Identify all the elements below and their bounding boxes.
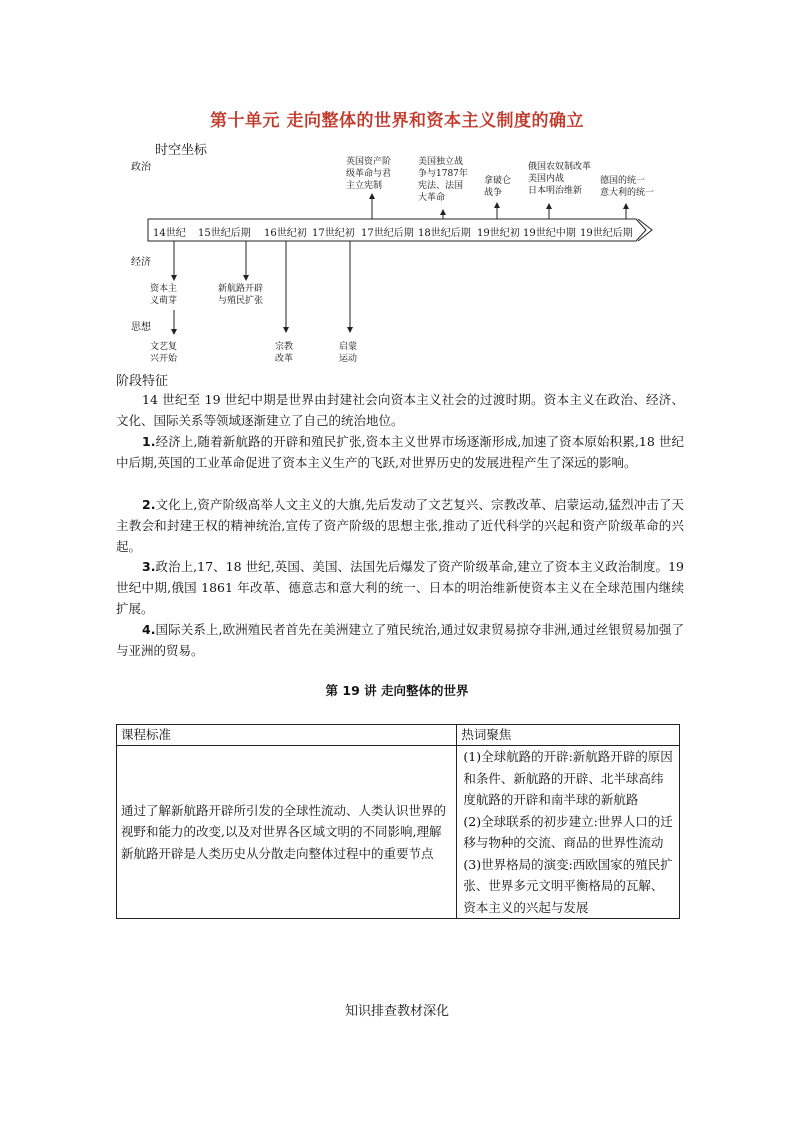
keyword-item: (3)世界格局的演变:西欧国家的殖民扩张、世界多元文明平衡格局的瓦解、资本主义的兴起与发展 (463, 856, 673, 915)
timeline-arrowhead (638, 219, 652, 241)
period-label: 19世纪初 (477, 228, 520, 239)
period-label: 14世纪 (153, 228, 186, 239)
keyword-item: (1)全球航路的开辟:新航路开辟的原因和条件、新航路的开辟、北半球高纬度航路的开辟和南半球的新航路 (463, 749, 673, 807)
stage-item-international: 4.国际关系上,欧洲殖民者首先在美洲建立了殖民统治,通过奴隶贸易掠夺非洲,通过丝银贸易加强了与亚洲的贸易。 (116, 622, 684, 658)
timeline-heading: 时空坐标 (155, 143, 208, 158)
economy-event-new-routes: 新航路开辟 与殖民扩张 (218, 284, 264, 306)
period-label: 17世纪后期 (361, 228, 414, 239)
period-label: 18世纪后期 (418, 228, 471, 239)
row-label-politics: 政治 (131, 162, 151, 173)
politics-event-unifications: 德国的统一 意大利的统一 (600, 176, 655, 198)
period-label: 15世纪后期 (198, 228, 251, 239)
unit-title: 第十单元 走向整体的世界和资本主义制度的确立 (210, 111, 584, 131)
table-cell-keywords (457, 746, 680, 919)
thought-event-renaissance: 文艺复 兴开始 (150, 342, 178, 364)
table-row (117, 746, 680, 919)
thought-event-reformation: 宗教 改革 (275, 342, 294, 364)
table-header-row (117, 725, 680, 746)
economy-event-capitalism-sprouts: 资本主 义萌芽 (150, 284, 178, 306)
lecture-title: 第 19 讲 走向整体的世界 (325, 683, 469, 698)
stage-intro: 14 世纪至 19 世纪中期是世界由封建社会向资本主义社会的过渡时期。资本主义在政治、经济、文化、国际关系等领域逐渐建立了自己的统治地位。 (116, 392, 684, 428)
period-label: 17世纪初 (312, 228, 355, 239)
politics-event-english-revolution: 英国资产阶 级革命与君 主立宪制 (346, 157, 392, 191)
table-header-keywords: 热词聚焦 (457, 725, 680, 746)
row-label-thought: 思想 (131, 322, 151, 333)
section-footer: 知识排查教材深化 (344, 1004, 449, 1019)
politics-event-american-french-revolution: 美国独立战 争与1787年 宪法、法国 大革命 (418, 157, 468, 203)
stage-item-economy: 1.经济上,随着新航路的开辟和殖民扩张,资本主义世界市场逐渐形成,加速了资本原始积累,18 世纪中后期,英国的工业革命促进了资本主义生产的飞跃,对世界历史的发展进程产生了深远的影响。 (116, 434, 684, 470)
table-header-standards: 课程标准 (117, 725, 457, 746)
table-cell-standards: 通过了解新航路开辟所引发的全球性流动、人类认识世界的视野和能力的改变,以及对世界各区域文明的不同影响,理解新航路开辟是人类历史从分散走向整体过程中的重要节点 (117, 746, 457, 919)
row-label-economy: 经济 (131, 257, 151, 268)
stage-item-politics: 3.政治上,17、18 世纪,英国、美国、法国先后爆发了资产阶级革命,建立了资本主义政治制度。19 世纪中期,俄国 1861 年改革、德意志和意大利的统一、日本的明治维新使资本主义在全球范围内继续扩展。 (116, 559, 684, 616)
stage-item-culture: 2.文化上,资产阶级高举人文主义的大旗,先后发动了文艺复兴、宗教改革、启蒙运动,猛烈冲击了天主教会和封建王权的精神统治,宣传了资产阶级的思想主张,推动了近代科学的兴起和资产阶级革命的兴起。 (116, 497, 684, 554)
politics-event-reforms-1860s: 俄国农奴制改革 美国内战 日本明治维新 (528, 162, 592, 196)
period-label: 16世纪初 (264, 228, 307, 239)
keyword-item: (2)全球联系的初步建立:世界人口的迁移与物种的交流、商品的世界性流动 (463, 813, 673, 850)
timeline-arrows (0, 0, 794, 400)
stage-heading: 阶段特征 (116, 374, 169, 389)
politics-event-napoleonic-wars: 拿破仑 战争 (484, 176, 512, 198)
curriculum-table (116, 724, 680, 919)
thought-event-enlightenment: 启蒙 运动 (339, 342, 358, 364)
period-label: 19世纪中期 (523, 228, 576, 239)
period-label: 19世纪后期 (580, 228, 633, 239)
